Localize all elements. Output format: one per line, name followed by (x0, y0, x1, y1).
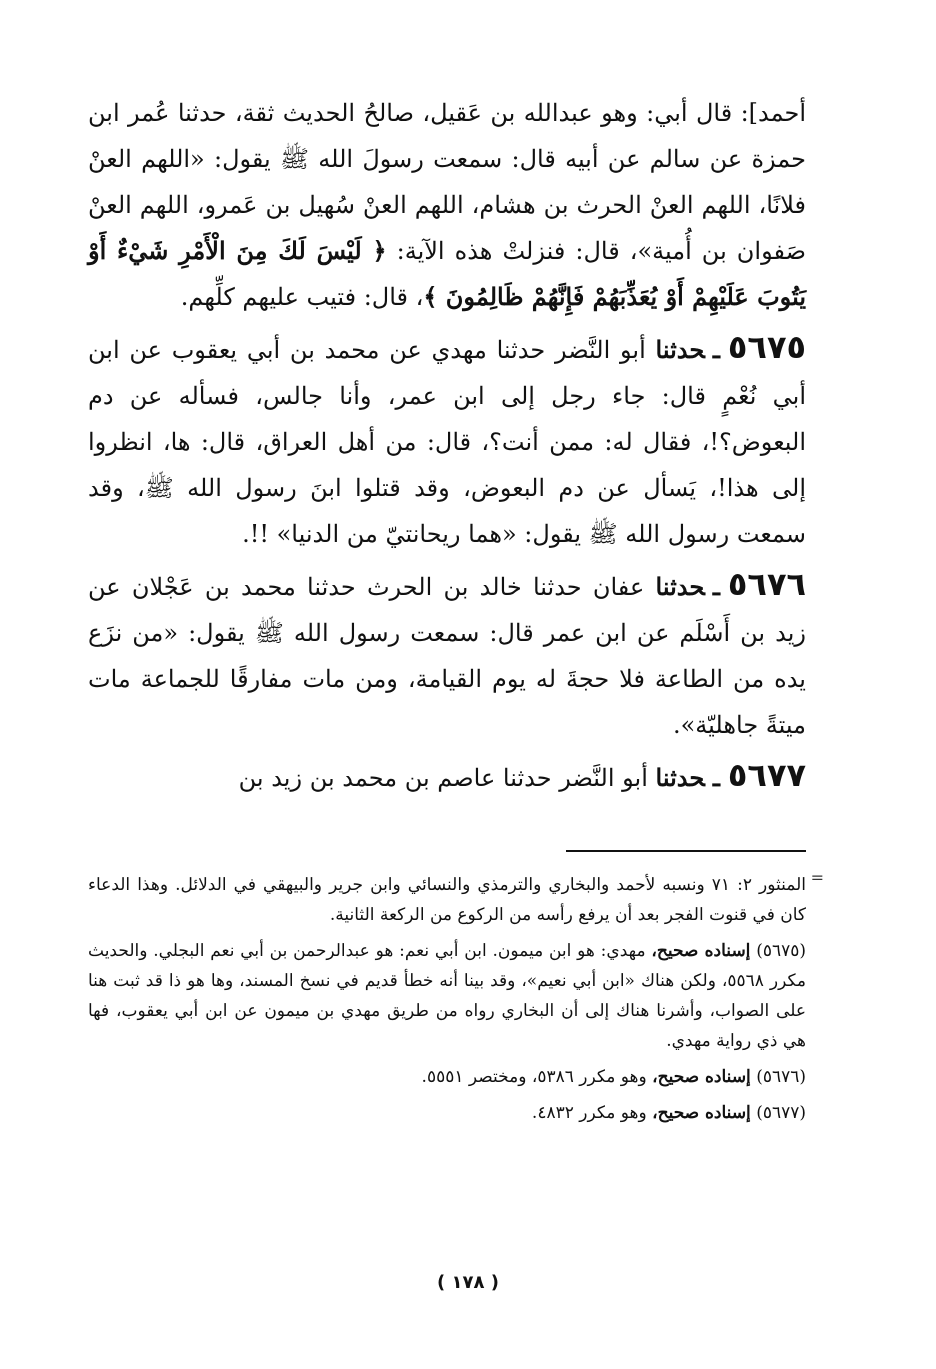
footnote-text: وهو مكرر ٥٣٨٦، ومختصر ٥٥٥١. (421, 1067, 647, 1087)
footnote-continuation-marker: = (810, 868, 824, 887)
hadith-keyword: حدثنا (655, 763, 705, 792)
footnotes (88, 870, 806, 1134)
continuation-paragraph (88, 90, 806, 320)
footnote-label: (٥٦٧٦) (756, 1067, 806, 1087)
hadith-text: أبو النَّضر حدثنا مهدي عن محمد بن أبي يعقوب عن ابن أبي نُعْمٍ قال: جاء رجل إلى ابن عمر، وأنا جالس، فسأله عن دم البعوض؟!، فقال له: ممن أنت؟، قال: من أهل العراق، قال: ها، انظروا إلى هذا!، يَسأل عن دم البعوض، وقد قتلوا ابنَ رسول الله ﷺ، وقد سمعت رسول الله ﷺ يقول: «هما ريحانتيّ من الدنيا» !!. (88, 336, 806, 548)
hadith-number: ٥٦٧٧ (727, 756, 806, 794)
footnote-grade: إسناده صحيح، (651, 941, 751, 961)
footnote-label: (٥٦٧٧) (756, 1103, 806, 1123)
footnote-text: مهدي: هو ابن ميمون. ابن أبي نعم: هو عبدالرحمن بن أبي نعم البجلي. والحديث مكرر ٥٥٦٨، ولكن هناك «ابن أبي نعيم»، وقد بينا أنه خطأ قديم في نسخ المسند، وها هو ذا قد ثبت هنا على الصواب، وأشرنا هناك إلى أن البخاري رواه من طريق مهدي بن ميمون عن ابن أبي يعقوب، فها هي ذي رواية مهدي. (88, 941, 807, 1051)
continuation-text: أحمد]: قال أبي: وهو عبدالله بن عَقيل، صالحُ الحديث ثقة، حدثنا عُمر ابن حمزة عن سالم عن أبيه قال: سمعت رسولَ الله ﷺ يقول: «اللهم العنْ فلانًا، اللهم العنْ الحرث بن هشام، اللهم العنْ سُهيل بن عَمرو، اللهم العنْ صَفوان بن أُمية»، قال: فنزلتْ هذه الآية: (88, 99, 806, 265)
hadith-keyword: حدثنا (655, 335, 705, 364)
footnote-5676 (88, 1062, 806, 1092)
hadith-dash: ـ (712, 763, 720, 792)
footnote-divider (566, 850, 806, 852)
hadith-text: عفان حدثنا خالد بن الحرث حدثنا محمد بن عَجْلان عن زيد بن أَسْلَم عن ابن عمر قال: سمعت رسول الله ﷺ يقول: «من نزَع يده من الطاعة فلا حجةَ له يوم القيامة، ومن مات مفارقًا للجماعة مات ميتةً جاهليّة». (88, 573, 806, 739)
footnote-text: وهو مكرر ٤٨٣٢. (531, 1103, 647, 1123)
hadith-dash: ـ (712, 335, 720, 364)
quran-verse: ﴿ لَيْسَ لَكَ مِنَ الْأَمْرِ شَيْءٌ أَوْ يَتُوبَ عَلَيْهِمْ أَوْ يُعَذِّبَهُمْ فَإِنَّهُمْ ظَالِمُونَ ﴾ (88, 236, 806, 311)
hadith-number: ٥٦٧٥ (727, 328, 806, 366)
footnote-label: (٥٦٧٥) (756, 941, 806, 961)
footnote-5677 (88, 1098, 806, 1128)
footnote-grade: إسناده صحيح، (652, 1103, 751, 1123)
footnote-text: المنثور ٢: ٧١ ونسبه لأحمد والبخاري والترمذي والنسائي وابن جرير والبيهقي في الدلائل. وهذا الدعاء كان في قنوت الفجر بعد أن يرفع رأسه من الركوع من الركعة الثانية. (88, 875, 806, 925)
continuation-end: ، قال: فتيب عليهم كلِّهم. (180, 283, 424, 311)
hadith-5675 (88, 324, 806, 557)
page-number: ( ١٧٨ ) (437, 1272, 499, 1293)
footnote-continued (88, 870, 806, 930)
footnote-5675 (88, 936, 806, 1056)
main-text (88, 90, 806, 801)
hadith-5676 (88, 561, 806, 748)
footnote-grade: إسناده صحيح، (652, 1067, 751, 1087)
book-page (88, 90, 824, 1340)
hadith-5677 (88, 752, 806, 801)
hadith-number: ٥٦٧٦ (727, 565, 806, 603)
hadith-text: أبو النَّضر حدثنا عاصم بن محمد بن زيد بن (238, 764, 648, 792)
hadith-keyword: حدثنا (655, 572, 705, 601)
hadith-dash: ـ (712, 572, 720, 601)
